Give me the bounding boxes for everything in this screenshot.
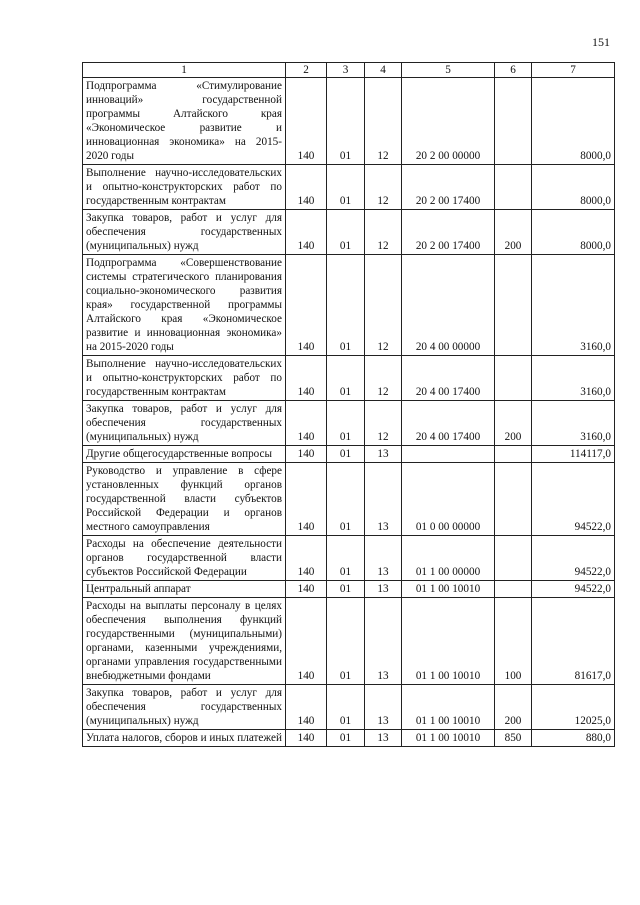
table-row xyxy=(83,685,615,730)
amount: 880,0 xyxy=(532,730,615,747)
section-code: 01 xyxy=(327,255,365,356)
amount: 8000,0 xyxy=(532,165,615,210)
expense-type-code xyxy=(495,356,532,401)
header-col-3: 3 xyxy=(327,63,365,78)
page-number: 151 xyxy=(592,35,610,49)
header-col-7: 7 xyxy=(532,63,615,78)
admin-code: 140 xyxy=(286,401,327,446)
subsection-code: 13 xyxy=(365,581,402,598)
section-code: 01 xyxy=(327,78,365,165)
section-code: 01 xyxy=(327,730,365,747)
row-name: Выполнение научно-исследовательских и опытно-конструкторских работ по государственным контрактам xyxy=(83,356,286,401)
section-code: 01 xyxy=(327,685,365,730)
admin-code: 140 xyxy=(286,598,327,685)
header-col-2: 2 xyxy=(286,63,327,78)
admin-code: 140 xyxy=(286,210,327,255)
expense-type-code xyxy=(495,255,532,356)
target-item-code: 20 2 00 00000 xyxy=(402,78,495,165)
expense-type-code: 850 xyxy=(495,730,532,747)
amount: 94522,0 xyxy=(532,581,615,598)
table-row xyxy=(83,165,615,210)
section-code: 01 xyxy=(327,165,365,210)
table-row xyxy=(83,255,615,356)
subsection-code: 12 xyxy=(365,78,402,165)
target-item-code: 20 2 00 17400 xyxy=(402,210,495,255)
admin-code: 140 xyxy=(286,446,327,463)
amount: 114117,0 xyxy=(532,446,615,463)
expense-type-code xyxy=(495,536,532,581)
table-row xyxy=(83,598,615,685)
table-body xyxy=(83,78,615,747)
section-code: 01 xyxy=(327,210,365,255)
amount: 94522,0 xyxy=(532,536,615,581)
table-row xyxy=(83,401,615,446)
expense-type-code: 200 xyxy=(495,401,532,446)
subsection-code: 12 xyxy=(365,401,402,446)
row-name: Закупка товаров, работ и услуг для обеспечения государственных (муниципальных) нужд xyxy=(83,401,286,446)
expense-type-code xyxy=(495,78,532,165)
expense-type-code: 200 xyxy=(495,210,532,255)
row-name: Подпрограмма «Совершенствование системы стратегического планирования социально-экономического развития края» государственной программы Алтайского края «Экономическое развитие и инновационная экономика» на 2015-2020 годы xyxy=(83,255,286,356)
expense-type-code: 100 xyxy=(495,598,532,685)
table-row xyxy=(83,581,615,598)
amount: 8000,0 xyxy=(532,78,615,165)
row-name: Уплата налогов, сборов и иных платежей xyxy=(83,730,286,747)
header-col-4: 4 xyxy=(365,63,402,78)
target-item-code: 01 0 00 00000 xyxy=(402,463,495,536)
expense-type-code xyxy=(495,165,532,210)
table-row xyxy=(83,463,615,536)
table-row xyxy=(83,730,615,747)
amount: 81617,0 xyxy=(532,598,615,685)
header-row xyxy=(83,63,615,78)
amount: 94522,0 xyxy=(532,463,615,536)
section-code: 01 xyxy=(327,536,365,581)
expense-type-code xyxy=(495,446,532,463)
row-name: Закупка товаров, работ и услуг для обеспечения государственных (муниципальных) нужд xyxy=(83,210,286,255)
expense-type-code xyxy=(495,581,532,598)
target-item-code: 20 4 00 17400 xyxy=(402,401,495,446)
expense-type-code xyxy=(495,463,532,536)
target-item-code: 01 1 00 10010 xyxy=(402,685,495,730)
row-name: Руководство и управление в сфере установленных функций органов государственной власти субъектов Российской Федерации и органов местного самоуправления xyxy=(83,463,286,536)
admin-code: 140 xyxy=(286,165,327,210)
row-name: Закупка товаров, работ и услуг для обеспечения государственных (муниципальных) нужд xyxy=(83,685,286,730)
target-item-code: 20 4 00 17400 xyxy=(402,356,495,401)
header-col-1: 1 xyxy=(83,63,286,78)
target-item-code: 01 1 00 10010 xyxy=(402,581,495,598)
subsection-code: 12 xyxy=(365,165,402,210)
row-name: Подпрограмма «Стимулирование инноваций» государственной программы Алтайского края «Экономическое развитие и инновационная экономика» на 2015-2020 годы xyxy=(83,78,286,165)
admin-code: 140 xyxy=(286,581,327,598)
row-name: Расходы на выплаты персоналу в целях обеспечения выполнения функций государственными (муниципальными) органами, казенными учреждениями, органами управления государственными внебюджетными фондами xyxy=(83,598,286,685)
table-row xyxy=(83,356,615,401)
subsection-code: 13 xyxy=(365,463,402,536)
amount: 3160,0 xyxy=(532,255,615,356)
subsection-code: 13 xyxy=(365,536,402,581)
budget-table xyxy=(82,62,615,747)
expense-type-code: 200 xyxy=(495,685,532,730)
amount: 3160,0 xyxy=(532,401,615,446)
admin-code: 140 xyxy=(286,730,327,747)
section-code: 01 xyxy=(327,581,365,598)
subsection-code: 12 xyxy=(365,356,402,401)
admin-code: 140 xyxy=(286,536,327,581)
amount: 8000,0 xyxy=(532,210,615,255)
section-code: 01 xyxy=(327,446,365,463)
row-name: Выполнение научно-исследовательских и опытно-конструкторских работ по государственным контрактам xyxy=(83,165,286,210)
target-item-code: 01 1 00 10010 xyxy=(402,730,495,747)
admin-code: 140 xyxy=(286,356,327,401)
subsection-code: 13 xyxy=(365,685,402,730)
target-item-code: 01 1 00 00000 xyxy=(402,536,495,581)
header-col-6: 6 xyxy=(495,63,532,78)
table-row xyxy=(83,536,615,581)
target-item-code: 20 2 00 17400 xyxy=(402,165,495,210)
admin-code: 140 xyxy=(286,685,327,730)
table-row xyxy=(83,446,615,463)
subsection-code: 12 xyxy=(365,210,402,255)
header-col-5: 5 xyxy=(402,63,495,78)
subsection-code: 13 xyxy=(365,730,402,747)
table-row xyxy=(83,78,615,165)
section-code: 01 xyxy=(327,463,365,536)
target-item-code xyxy=(402,446,495,463)
section-code: 01 xyxy=(327,356,365,401)
row-name: Расходы на обеспечение деятельности органов государственной власти субъектов Российской Федерации xyxy=(83,536,286,581)
subsection-code: 13 xyxy=(365,598,402,685)
admin-code: 140 xyxy=(286,255,327,356)
admin-code: 140 xyxy=(286,463,327,536)
amount: 12025,0 xyxy=(532,685,615,730)
section-code: 01 xyxy=(327,598,365,685)
amount: 3160,0 xyxy=(532,356,615,401)
target-item-code: 01 1 00 10010 xyxy=(402,598,495,685)
row-name: Другие общегосударственные вопросы xyxy=(83,446,286,463)
admin-code: 140 xyxy=(286,78,327,165)
subsection-code: 12 xyxy=(365,255,402,356)
subsection-code: 13 xyxy=(365,446,402,463)
section-code: 01 xyxy=(327,401,365,446)
table-row xyxy=(83,210,615,255)
row-name: Центральный аппарат xyxy=(83,581,286,598)
target-item-code: 20 4 00 00000 xyxy=(402,255,495,356)
